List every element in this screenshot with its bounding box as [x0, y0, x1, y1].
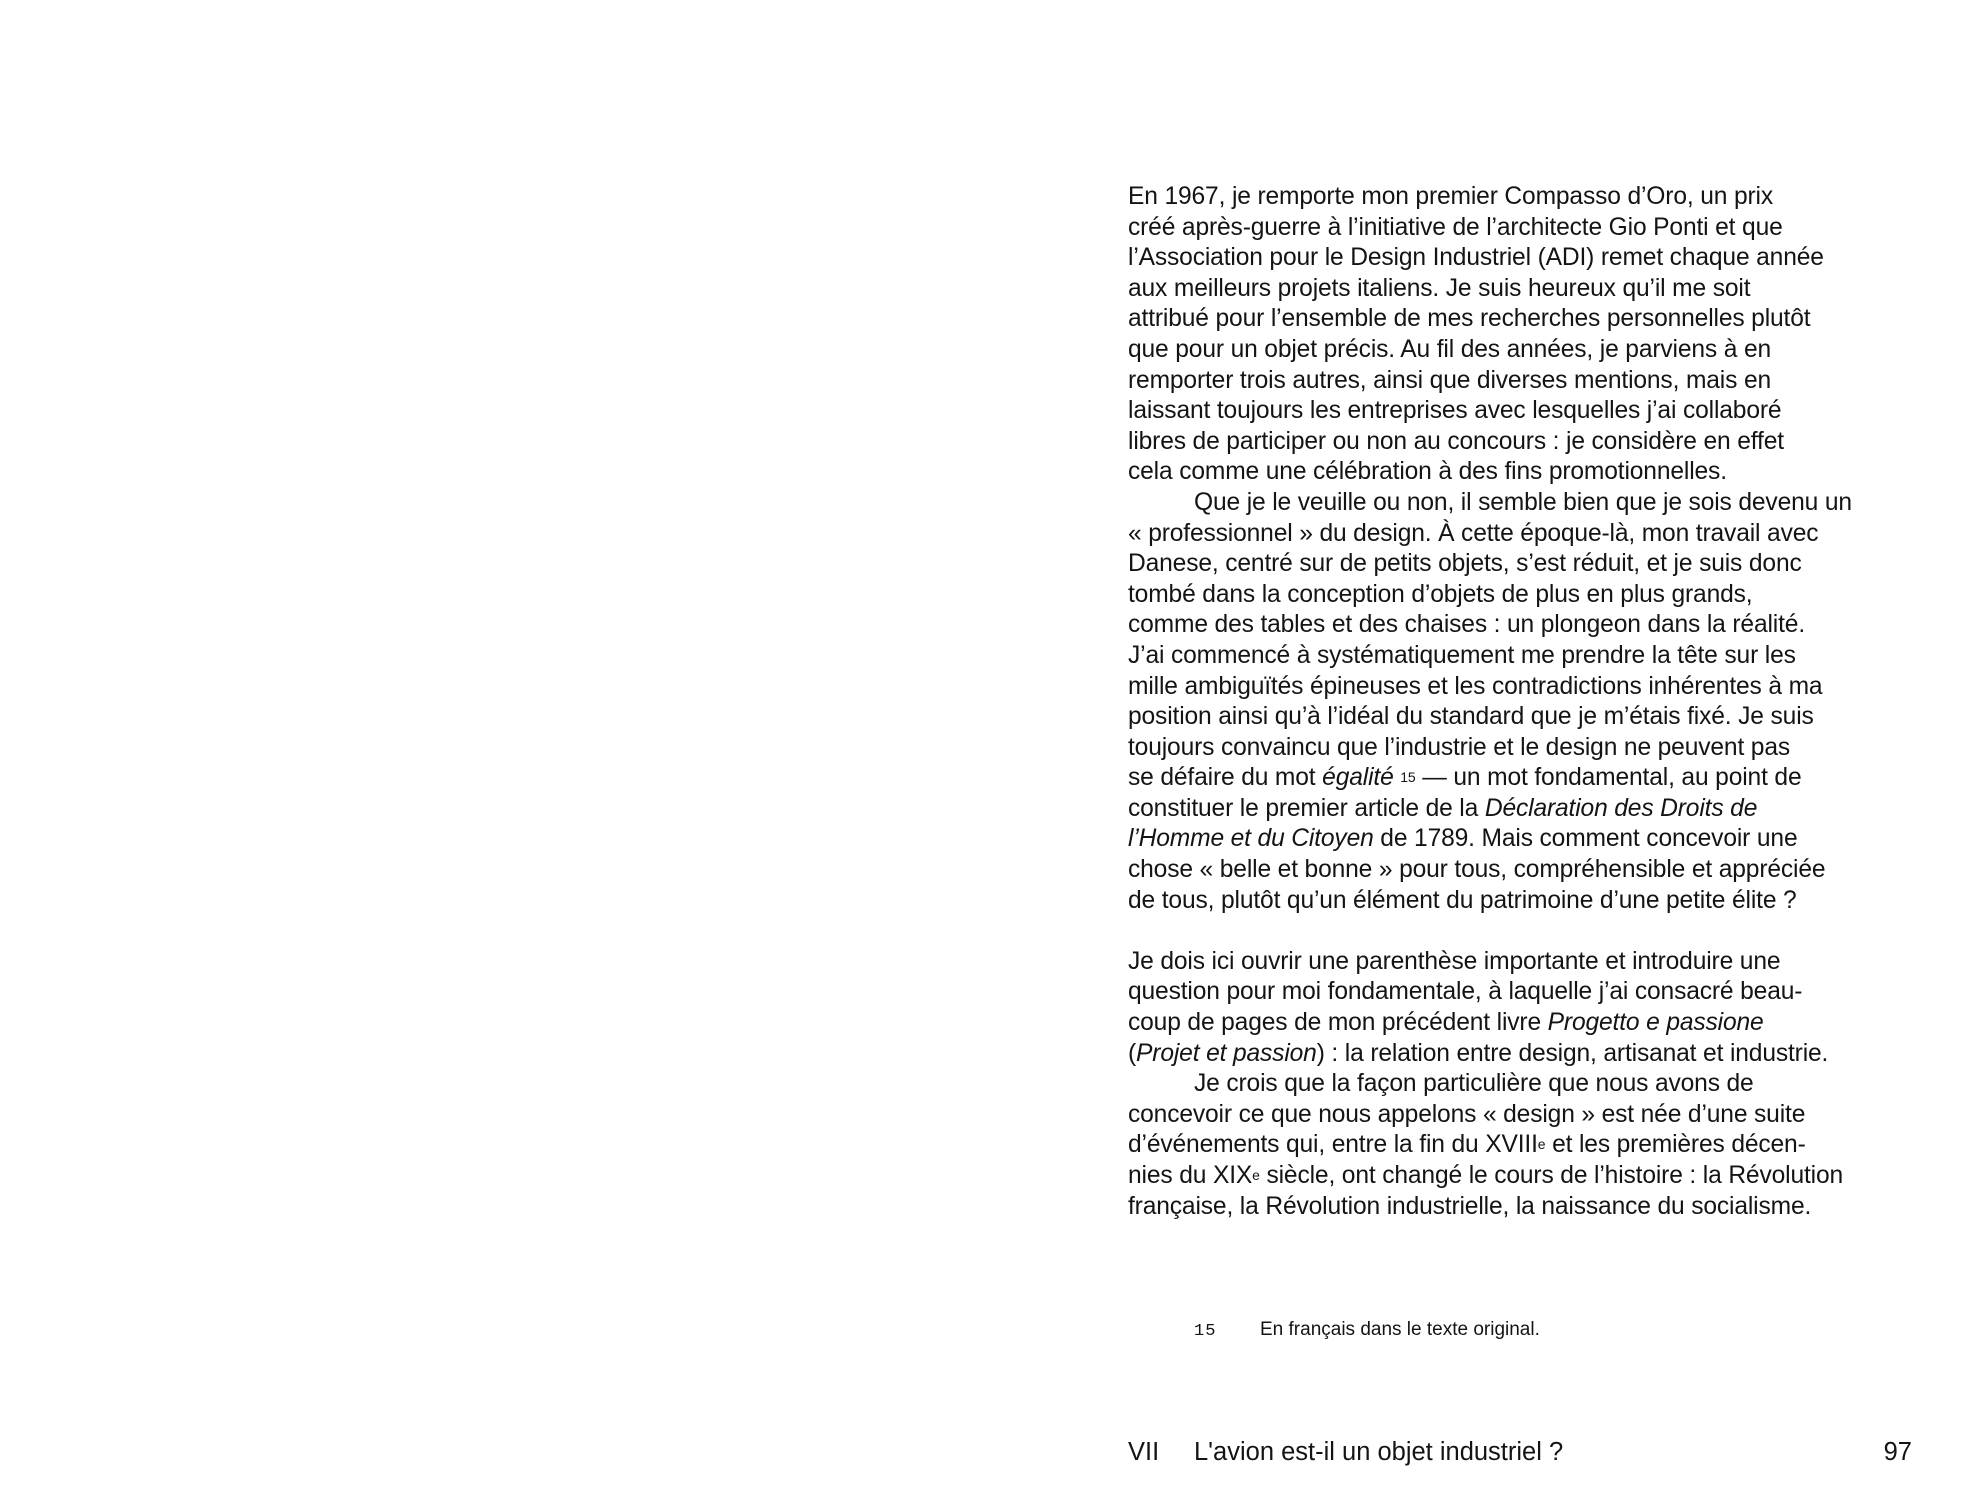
text-line: « professionnel » du design. À cette époque-là, mon travail avec — [1128, 519, 1819, 547]
text-line: laissant toujours les entreprises avec lesquelles j’ai collaboré — [1128, 397, 1782, 425]
text-line: l’Association pour le Design Industriel (ADI) remet chaque année — [1128, 244, 1824, 272]
paragraph-gap — [1128, 916, 1928, 947]
chapter-title: L'avion est-il un objet industriel ? — [1194, 1438, 1564, 1466]
footnote-reference[interactable]: 15 — [1400, 769, 1416, 786]
text-segment: coup de pages de mon précédent livre — [1128, 1009, 1548, 1037]
text-line: J’ai commencé à systématiquement me prendre la tête sur les — [1128, 641, 1796, 669]
chapter-number: VII — [1128, 1438, 1160, 1466]
text-segment: ( — [1128, 1039, 1137, 1067]
italic-title: l’Homme et du Citoyen — [1128, 825, 1374, 853]
text-segment: constituer le premier article de la — [1128, 794, 1485, 822]
footnote-number: 15 — [1194, 1322, 1217, 1341]
text-line — [1128, 1039, 1928, 1070]
text-segment: ) : la relation entre design, artisanat et industrie. — [1316, 1039, 1829, 1067]
text-line — [1128, 1008, 1928, 1039]
text-line: aux meilleurs projets italiens. Je suis heureux qu’il me soit — [1128, 274, 1751, 302]
paragraph-3 — [1128, 947, 1928, 1069]
italic-title: Progetto e passione — [1547, 1009, 1764, 1037]
text-line: question pour moi fondamentale, à laquelle j’ai consacré beau- — [1128, 978, 1803, 1006]
text-line: libres de participer ou non au concours : je considère en effet — [1128, 427, 1784, 455]
body-text — [1128, 182, 1928, 1222]
text-line — [1128, 794, 1928, 825]
text-line: Je dois ici ouvrir une parenthèse importante et introduire une — [1128, 947, 1781, 975]
text-line: chose « belle et bonne » pour tous, compréhensible et appréciée — [1128, 856, 1826, 884]
text-line: concevoir ce que nous appelons « design » est née d’une suite — [1128, 1100, 1806, 1128]
text-line: tombé dans la conception d’objets de plus en plus grands, — [1128, 580, 1753, 608]
text-segment: se défaire du mot — [1128, 764, 1323, 792]
running-footer — [1128, 1434, 1912, 1470]
text-line: que pour un objet précis. Au fil des années, je parviens à en — [1128, 335, 1772, 363]
page-number: 97 — [1883, 1438, 1912, 1466]
paragraph-2 — [1128, 488, 1928, 916]
paragraph-1 — [1128, 182, 1928, 488]
superscript: e — [1252, 1167, 1260, 1183]
text-line: toujours convaincu que l’industrie et le design ne peuvent pas — [1128, 733, 1791, 761]
italic-title: Projet et passion — [1136, 1039, 1317, 1067]
paragraph-4 — [1128, 1069, 1928, 1222]
text-line: attribué pour l’ensemble de mes recherches personnelles plutôt — [1128, 305, 1811, 333]
text-line — [1128, 1130, 1928, 1161]
text-segment: et les premières décen- — [1545, 1131, 1806, 1159]
text-line — [1128, 763, 1928, 794]
text-line: Danese, centré sur de petits objets, s’est réduit, et je suis donc — [1128, 550, 1802, 578]
text-line: position ainsi qu’à l’idéal du standard que je m’étais fixé. Je suis — [1128, 703, 1814, 731]
text-line: de tous, plutôt qu’un élément du patrimoine d’une petite élite ? — [1128, 886, 1797, 914]
text-segment: — un mot fondamental, au point de — [1415, 764, 1802, 792]
text-line: remporter trois autres, ainsi que diverses mentions, mais en — [1128, 366, 1772, 394]
text-line: En 1967, je remporte mon premier Compasso d’Oro, un prix — [1128, 183, 1773, 210]
text-segment: siècle, ont changé le cours de l’histoire : la Révolution — [1259, 1162, 1844, 1189]
text-line: mille ambiguïtés épineuses et les contradictions inhérentes à ma — [1128, 672, 1823, 700]
text-segment: d’événements qui, entre la fin du XVIII — [1128, 1131, 1538, 1159]
footnote — [1194, 1318, 1540, 1344]
text-line — [1128, 824, 1928, 855]
italic-term: égalité — [1322, 764, 1394, 792]
text-line: cela comme une célébration à des fins promotionnelles. — [1128, 458, 1727, 486]
footnote-text: En français dans le texte original. — [1260, 1319, 1540, 1340]
text-segment: de 1789. Mais comment concevoir une — [1373, 825, 1798, 853]
superscript: e — [1537, 1136, 1546, 1153]
text-line: Que je le veuille ou non, il semble bien que je sois devenu un — [1194, 488, 1852, 516]
text-line: française, la Révolution industrielle, la naissance du socialisme. — [1128, 1192, 1812, 1220]
italic-title: Déclaration des Droits de — [1484, 794, 1758, 822]
text-segment: nies du XIX — [1128, 1162, 1253, 1189]
text-line — [1128, 1161, 1928, 1192]
text-line: comme des tables et des chaises : un plongeon dans la réalité. — [1128, 611, 1806, 639]
text-line: créé après-guerre à l’initiative de l’architecte Gio Ponti et que — [1128, 213, 1783, 241]
text-line: Je crois que la façon particulière que nous avons de — [1194, 1070, 1754, 1098]
